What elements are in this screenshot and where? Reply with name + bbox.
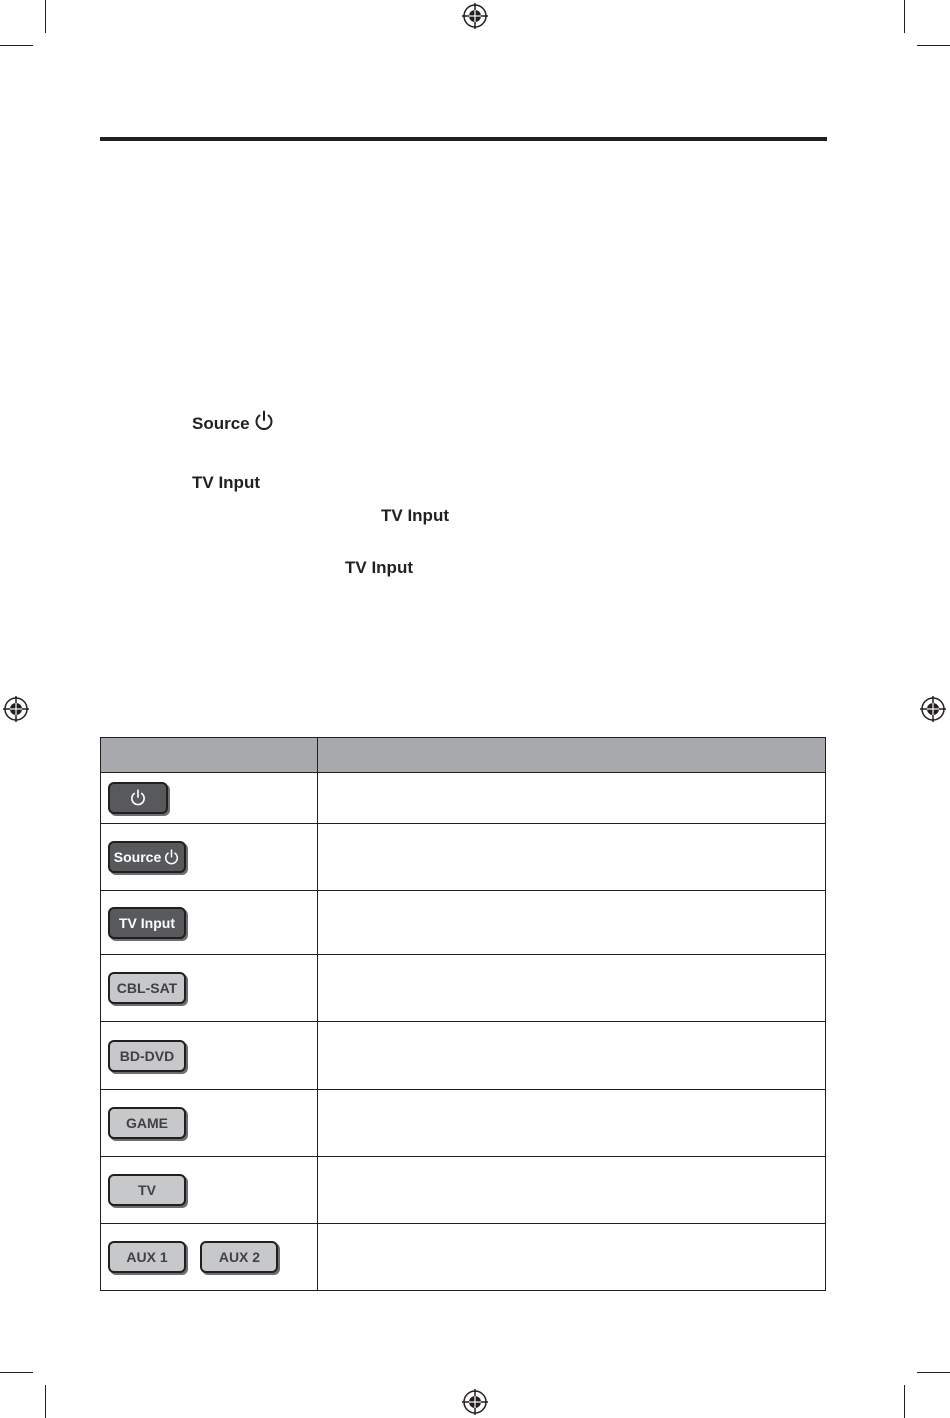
table-cell-button [101,1224,318,1291]
table-cell-button [101,1090,318,1157]
table-row [101,773,826,824]
body-label-text: Source [192,413,250,433]
aux-2-button[interactable]: AUX 2 [200,1241,278,1273]
table-header-row [101,738,826,773]
table-header-description [318,738,826,773]
body-label-text: TV Input [192,473,260,492]
table-row [101,1224,826,1291]
button-label: Source [113,849,162,865]
crop-mark [0,45,33,46]
crop-mark [904,1385,905,1418]
button-reference-table [100,737,826,1291]
table-cell-description [318,955,826,1022]
table-row [101,1022,826,1090]
aux-1-button[interactable]: AUX 1 [108,1241,186,1273]
table-cell-button [101,891,318,955]
body-label-tv-input [381,506,449,526]
table-cell-description [318,824,826,891]
table-cell-description [318,891,826,955]
table-row [101,824,826,891]
power-icon [129,789,147,807]
bd-dvd-button[interactable]: BD-DVD [108,1040,186,1072]
body-label-tv-input [345,558,413,578]
tv-input-button[interactable]: TV Input [108,907,186,939]
source-button[interactable] [108,841,186,873]
table-row [101,891,826,955]
body-label-text: TV Input [345,558,413,577]
table-cell-description [318,1157,826,1224]
crop-mark [917,45,950,46]
crop-mark [917,1372,950,1373]
table-row [101,955,826,1022]
registration-mark-icon [462,1389,488,1415]
table-cell-button [101,1157,318,1224]
power-icon [163,849,180,866]
table-cell-description [318,1090,826,1157]
cbl-sat-button[interactable]: CBL-SAT [108,972,186,1004]
table-cell-button [101,955,318,1022]
table-cell-description [318,773,826,824]
registration-mark-icon [462,3,488,29]
table-cell-description [318,1224,826,1291]
power-button[interactable] [108,782,168,814]
table-row [101,1157,826,1224]
tv-button[interactable]: TV [108,1174,186,1206]
registration-mark-icon [3,696,29,722]
registration-mark-icon [920,696,946,722]
body-label-text: TV Input [381,506,449,525]
game-button[interactable]: GAME [108,1107,186,1139]
crop-mark [45,1385,46,1418]
crop-mark [0,1372,33,1373]
table-cell-description [318,1022,826,1090]
body-label-tv-input [192,473,260,493]
table-cell-button [101,773,318,824]
crop-mark [904,0,905,33]
header-rule [100,137,827,141]
table-cell-button [101,824,318,891]
power-icon [253,410,275,437]
table-header-button [101,738,318,773]
table-row [101,1090,826,1157]
crop-mark [45,0,46,33]
body-label-source [192,410,275,437]
table-cell-button [101,1022,318,1090]
